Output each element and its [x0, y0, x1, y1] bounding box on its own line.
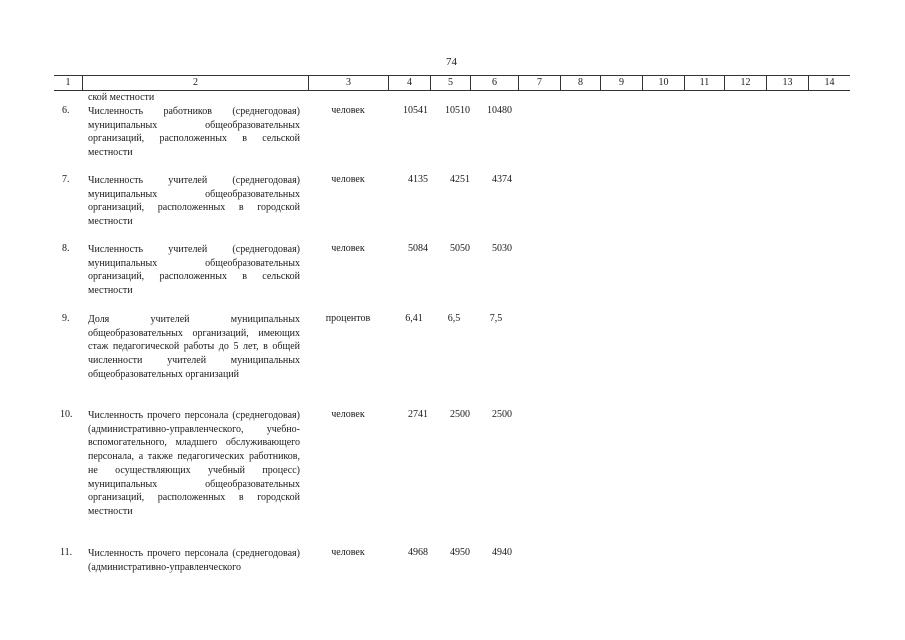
- row-value-col4: 4968: [408, 547, 428, 558]
- row-value-col4: 4135: [408, 174, 428, 185]
- row-value-col4: 5084: [408, 243, 428, 254]
- row-description: Численность прочего персонала (среднегодовая) (административно-управленческого, учебно-вспомогательного, младшего обслуживающего персонала, а также педагогических работников, не осуществляющих учебный процесс) муниципальных общеобразовательных организаций, расположенных в городской местности: [88, 410, 300, 517]
- row-number: 7.: [62, 174, 70, 185]
- row-value-col6: 7,5: [489, 313, 503, 324]
- row-value-col6: 2500: [492, 409, 512, 420]
- header-col-8: 8: [560, 76, 600, 90]
- row-description: Численность учителей (среднегодовая) муниципальных общеобразовательных организаций, расположенных в городской местности: [88, 175, 300, 228]
- row-value-col6: 4374: [492, 174, 512, 185]
- header-col-2: 2: [82, 76, 308, 90]
- row-unit: процентов: [325, 313, 371, 324]
- row-value-col4: 2741: [408, 409, 428, 420]
- header-col-12: 12: [724, 76, 766, 90]
- header-col-11: 11: [684, 76, 724, 90]
- row-description: Доля учителей муниципальных общеобразовательных организаций, имеющих стаж педагогической работы до 5 лет, в общей численности учителей муниципальных общеобразовательных организаций: [88, 314, 300, 380]
- header-col-10: 10: [642, 76, 684, 90]
- header-bottom-rule: [54, 90, 850, 91]
- row-description: Численность работников (среднегодовая) муниципальных общеобразовательных организаций, расположенных в сельской местности: [88, 106, 300, 159]
- row-number: 10.: [60, 409, 73, 420]
- row-unit: человек: [331, 547, 365, 558]
- row-number: 9.: [62, 313, 70, 324]
- row-value-col4: 10541: [403, 105, 428, 116]
- row-value-col6: 5030: [492, 243, 512, 254]
- row-value-col4: 6,41: [405, 313, 423, 324]
- row-value-col5: 4950: [450, 547, 470, 558]
- row-value-col6: 4940: [492, 547, 512, 558]
- page-number: 74: [446, 56, 457, 68]
- row-description: Численность прочего персонала (среднегодовая) (административно-управленческого: [88, 548, 300, 573]
- row-value-col5: 4251: [450, 174, 470, 185]
- row-unit: человек: [331, 174, 365, 185]
- row-value-col5: 2500: [450, 409, 470, 420]
- row-value-col5: 6,5: [447, 313, 461, 324]
- row-value-col5: 5050: [450, 243, 470, 254]
- header-col-9: 9: [600, 76, 642, 90]
- row-unit: человек: [331, 105, 365, 116]
- row-number: 11.: [60, 547, 73, 558]
- header-col-6: 6: [470, 76, 518, 90]
- row-value-col6: 10480: [487, 105, 512, 116]
- header-col-1: 1: [65, 77, 71, 88]
- header-col-13: 13: [766, 76, 808, 90]
- row-value-col5: 10510: [445, 105, 470, 116]
- header-col-4: 4: [388, 76, 430, 90]
- row-number: 6.: [62, 105, 70, 116]
- row-unit: человек: [331, 409, 365, 420]
- header-col-7: 7: [518, 76, 560, 90]
- continuation-text: ской местности: [88, 92, 155, 103]
- row-unit: человек: [331, 243, 365, 254]
- row-description: Численность учителей (среднегодовая) муниципальных общеобразовательных организаций, расположенных в сельской местности: [88, 244, 300, 297]
- header-col-14: 14: [808, 76, 850, 90]
- header-col-5: 5: [430, 76, 470, 90]
- header-col-3: 3: [308, 76, 388, 90]
- row-number: 8.: [62, 243, 70, 254]
